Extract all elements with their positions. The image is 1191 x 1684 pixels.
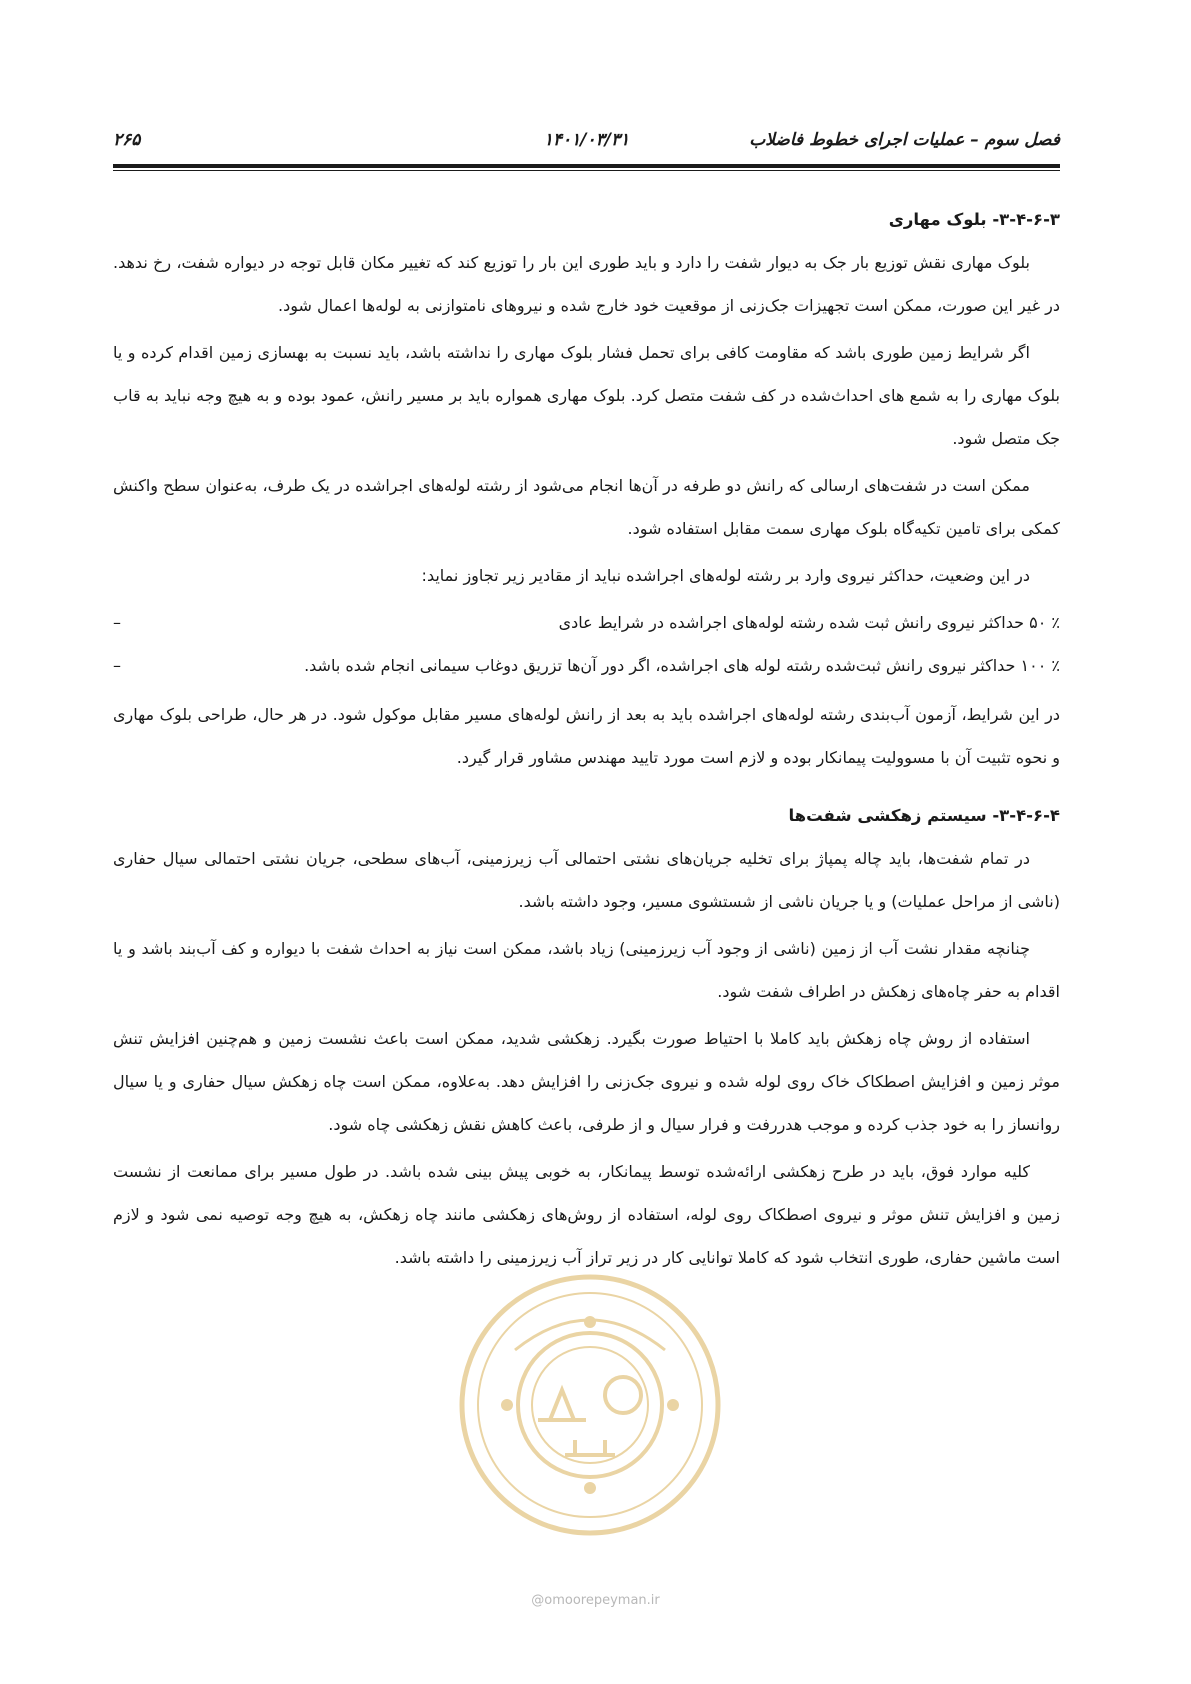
list-item: [113, 644, 1060, 687]
document-body: [113, 205, 1060, 1283]
paragraph: در تمام شفت‌ها، باید چاله پمپاژ برای تخلیه جریان‌های نشتی احتمالی آب زیرزمینی، آب‌های سطحی، جریان نشتی احتمالی سیال حفاری (ناشی از مراحل عملیات) و یا جریان ناشی از شستشوی مسیر، وجود داشته باشد.: [113, 849, 1060, 911]
page-header: [113, 126, 1060, 156]
section-heading-drainage: ۳-۴-۶-۴- سیستم زهکشی شفت‌ها: [788, 806, 1060, 825]
dash-bullet-icon: –: [113, 613, 121, 632]
paragraph: اگر شرایط زمین طوری باشد که مقاومت کافی برای تحمل فشار بلوک مهاری را نداشته باشد، باید نسبت به بهسازی زمین اقدام کرده و یا بلوک مهاری را به شمع های احداث‌شده در کف شفت متصل کرد. بلوک مهاری همواره باید بر مسیر رانش، عمود بوده و به هیچ وجه نباید به قاب جک متصل شود.: [113, 343, 1060, 448]
conditions-list: [113, 601, 1060, 687]
paragraph: بلوک مهاری نقش توزیع بار جک به دیوار شفت را دارد و باید طوری این بار را توزیع کند که تغییر مکان قابل توجه در دیواره شفت، رخ ندهد. در غیر این صورت، ممکن است تجهیزات جک‌زنی از موقعیت خود خارج شده و نیروهای نامتوازنی به لوله‌ها اعمال شود.: [113, 253, 1060, 315]
section-heading-thrust-block: ۳-۴-۶-۳- بلوک مهاری: [888, 210, 1060, 229]
paragraph: ممکن است در شفت‌های ارسالی که رانش دو طرفه در آن‌ها انجام می‌شود از رشته لوله‌های اجراشده در یک طرف، به‌عنوان سطح واکنش کمکی برای تامین تکیه‌گاه بلوک مهاری سمت مقابل استفاده شود.: [113, 476, 1060, 538]
watermark-seal-icon: [455, 1270, 725, 1540]
list-item: [113, 601, 1060, 644]
page-number: ۲۶۵: [113, 130, 141, 150]
header-divider-thick: [113, 164, 1060, 168]
header-divider-thin: [113, 170, 1060, 171]
paragraph: چنانچه مقدار نشت آب از زمین (ناشی از وجود آب زیرزمینی) زیاد باشد، ممکن است نیاز به احداث شفت با دیواره و کف آب‌بند باشد و یا اقدام به حفر چاه‌های زهکش در اطراف شفت شود.: [113, 939, 1060, 1001]
footer-website: @omoorepeyman.ir: [531, 1593, 660, 1608]
paragraph: کلیه موارد فوق، باید در طرح زهکشی ارائه‌شده توسط پیمانکار، به خوبی پیش بینی شده باشد. در طول مسیر برای ممانعت از نشست زمین و افزایش تنش موثر و نیروی اصطکاک روی لوله، استفاده از روش‌های زهکشی مانند چاه زهکش، به هیچ وجه توصیه نمی شود و لازم است ماشین حفاری، طوری انتخاب شود که کاملا توانایی کار در زیر تراز آب زیرزمینی را داشته باشد.: [113, 1162, 1060, 1267]
list-item-text: ٪ ۱۰۰ حداکثر نیروی رانش ثبت‌شده رشته لوله های اجراشده، اگر دور آن‌ها تزریق دوغاب سیمانی انجام شده باشد.: [304, 656, 1060, 675]
header-date: ۱۴۰۱/۰۳/۳۱: [543, 130, 630, 150]
paragraph: در این وضعیت، حداکثر نیروی وارد بر رشته لوله‌های اجراشده نباید از مقادیر زیر تجاوز نماید:: [421, 566, 1030, 585]
list-item-text: ٪ ۵۰ حداکثر نیروی رانش ثبت شده رشته لوله‌های اجراشده در شرایط عادی: [558, 613, 1060, 632]
paragraph: در این شرایط، آزمون آب‌بندی رشته لوله‌های اجراشده باید به بعد از رانش لوله‌های مسیر مقابل موکول شود. در هر حال، طراحی بلوک مهاری و نحوه تثبیت آن با مسوولیت پیمانکار بوده و لازم است مورد تایید مهندس مشاور قرار گیرد.: [113, 705, 1060, 767]
paragraph: استفاده از روش چاه زهکش باید کاملا با احتیاط صورت بگیرد. زهکشی شدید، ممکن است باعث نشست زمین و هم‌چنین افزایش تنش موثر زمین و افزایش اصطکاک خاک روی لوله شده و نیروی جک‌زنی را افزایش دهد. به‌علاوه، ممکن است چاه زهکش سیال حفاری و یا سیال روانساز را به خود جذب کرده و موجب هدررفت و فرار سیال و از طرفی، باعث کاهش نقش زهکشی چاه شود.: [113, 1029, 1060, 1134]
chapter-title: فصل سوم – عملیات اجرای خطوط فاضلاب: [749, 130, 1060, 150]
dash-bullet-icon: –: [113, 656, 121, 675]
